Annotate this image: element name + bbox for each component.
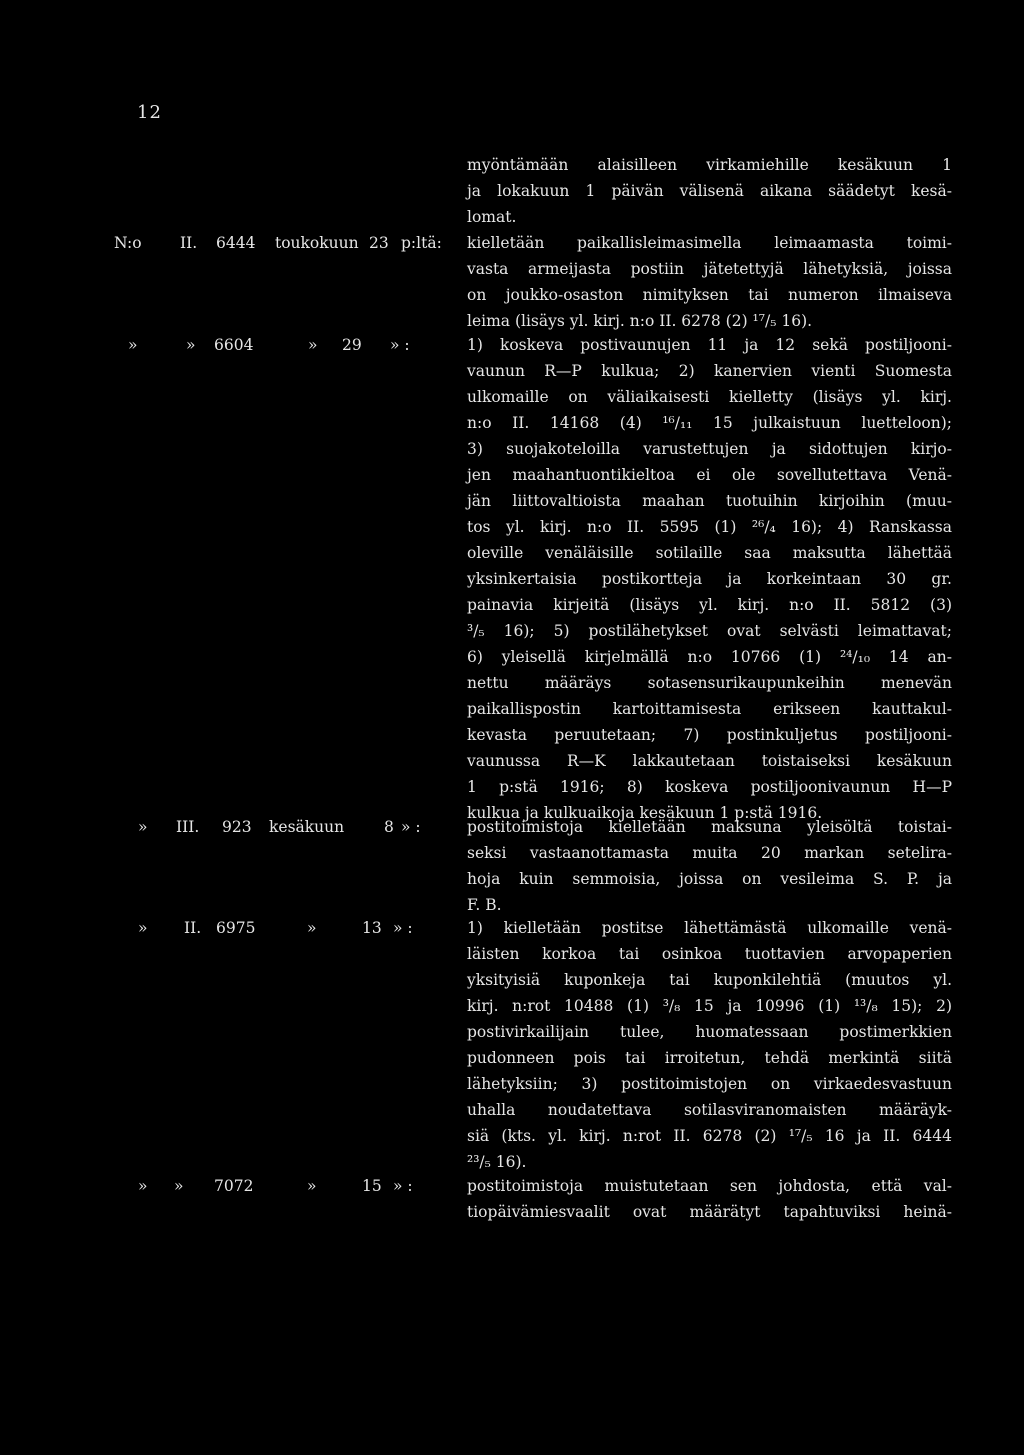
text-line: ³/₅ 16); 5) postilähetykset ovat selvästi leimattavat; [467, 622, 952, 640]
text-line: paikallispostin kartoittamisesta erikseen kauttakul- [467, 700, 952, 718]
text-line: lomat. [467, 208, 517, 226]
text-line: n:o II. 14168 (4) ¹⁶/₁₁ 15 julkaistuun luetteloon); [467, 414, 952, 432]
ref-suffix: » : [393, 919, 413, 937]
ref-mark: » [138, 919, 148, 937]
text-line: vasta armeijasta postiin jätetettyjä lähetyksiä, joissa [467, 260, 952, 278]
text-line: 1 p:stä 1916; 8) koskeva postiljoonivaunun H—P [467, 778, 952, 796]
text-line: tiopäivämiesvaalit ovat määrätyt tapahtuviksi heinä- [467, 1203, 952, 1221]
text-line: nettu määräys sotasensurikaupunkeihin menevän [467, 674, 952, 692]
ref-suffix: » : [393, 1177, 413, 1195]
text-line: painavia kirjeitä (lisäys yl. kirj. n:o II. 5812 (3) [467, 596, 952, 614]
text-line: kirj. n:rot 10488 (1) ³/₈ 15 ja 10996 (1) ¹³/₈ 15); 2) [467, 997, 952, 1015]
text-line: vaunun R—P kulkua; 2) kanervien vienti Suomesta [467, 362, 952, 380]
text-line: läisten korkoa tai osinkoa tuottavien arvopaperien [467, 945, 952, 963]
ref-suffix: p:ltä: [401, 234, 442, 252]
ref-number: 7072 [214, 1177, 254, 1195]
text-line: hoja kuin semmoisia, joissa on vesileima S. P. ja [467, 870, 952, 888]
ref-series: » [186, 336, 196, 354]
text-line: kielletään paikallisleimasimella leimaamasta toimi- [467, 234, 952, 252]
text-line: kulkua ja kulkuaikoja kesäkuun 1 p:stä 1916. [467, 804, 823, 822]
text-line: jän liittovaltioista maahan tuotuihin kirjoihin (muu- [467, 492, 952, 510]
ref-day: 8 [384, 818, 394, 836]
text-line: on joukko-osaston nimityksen tai numeron ilmaiseva [467, 286, 952, 304]
ref-number: 6444 [216, 234, 256, 252]
ref-month: » [308, 336, 318, 354]
ref-series: » [174, 1177, 184, 1195]
page-number: 12 [137, 102, 162, 123]
text-line: ²³/₅ 16). [467, 1153, 527, 1171]
ref-suffix: » : [401, 818, 421, 836]
ref-row [114, 230, 459, 256]
ref-number: 6975 [216, 919, 256, 937]
text-line: uhalla noudatettava sotilasviranomaisten määräyk- [467, 1101, 952, 1119]
ref-row [114, 1173, 459, 1199]
ref-series: II. [184, 919, 202, 937]
text-line: yksityisiä kuponkeja tai kuponkilehtiä (muutos yl. [467, 971, 952, 989]
text-line: lähetyksiin; 3) postitoimistojen on virkaedesvastuun [467, 1075, 952, 1093]
text-line: tos yl. kirj. n:o II. 5595 (1) ²⁶/₄ 16); 4) Ranskassa [467, 518, 952, 536]
text-line: siä (kts. yl. kirj. n:rot II. 6278 (2) ¹⁷/₅ 16 ja II. 6444 [467, 1127, 952, 1145]
ref-day: 29 [342, 336, 362, 354]
ref-day: 13 [362, 919, 382, 937]
ref-series: II. [180, 234, 198, 252]
ref-day: 15 [362, 1177, 382, 1195]
text-line: jen maahantuontikieltoa ei ole sovellutettava Venä- [467, 466, 952, 484]
ref-mark: » [128, 336, 138, 354]
text-line: F. B. [467, 896, 502, 914]
text-line: ulkomaille on väliaikaisesti kielletty (lisäys yl. kirj. [467, 388, 952, 406]
text-line: pudonneen pois tai irroitetun, tehdä merkintä siitä [467, 1049, 952, 1067]
text-line: yksinkertaisia postikortteja ja korkeintaan 30 gr. [467, 570, 952, 588]
ref-series: III. [176, 818, 200, 836]
ref-month: » [307, 919, 317, 937]
text-line: 3) suojakoteloilla varustettujen ja sidottujen kirjo- [467, 440, 952, 458]
text-line: 1) kielletään postitse lähettämästä ulkomaille venä- [467, 919, 952, 937]
ref-mark: » [138, 1177, 148, 1195]
text-line: postitoimistoja kielletään maksuna yleisöltä toistai- [467, 818, 952, 836]
ref-month: » [307, 1177, 317, 1195]
text-line: myöntämään alaisilleen virkamiehille kesäkuun 1 [467, 156, 952, 174]
text-line: oleville venäläisille sotilaille saa maksutta lähettää [467, 544, 952, 562]
text-line: 1) koskeva postivaunujen 11 ja 12 sekä postiljooni- [467, 336, 952, 354]
text-line: vaunussa R—K lakkautetaan toistaiseksi kesäkuun [467, 752, 952, 770]
ref-day: 23 [369, 234, 389, 252]
text-line: ja lokakuun 1 päivän välisenä aikana säädetyt kesä- [467, 182, 952, 200]
text-line: seksi vastaanottamasta muita 20 markan setelira- [467, 844, 952, 862]
ref-mark: » [138, 818, 148, 836]
ref-month: kesäkuun [269, 818, 345, 836]
ref-row [114, 814, 459, 840]
text-line: postitoimistoja muistutetaan sen johdosta, että val- [467, 1177, 952, 1195]
ref-row [114, 915, 459, 941]
ref-row [114, 332, 459, 358]
text-line: 6) yleisellä kirjelmällä n:o 10766 (1) ²⁴/₁₀ 14 an- [467, 648, 952, 666]
text-line: postivirkailijain tulee, huomatessaan postimerkkien [467, 1023, 952, 1041]
text-line: leima (lisäys yl. kirj. n:o II. 6278 (2) ¹⁷/₅ 16). [467, 312, 813, 330]
text-line: kevasta peruutetaan; 7) postinkuljetus postiljooni- [467, 726, 952, 744]
ref-mark: N:o [114, 234, 142, 252]
ref-month: toukokuun [275, 234, 359, 252]
ref-suffix: » : [390, 336, 410, 354]
ref-number: 923 [222, 818, 252, 836]
ref-number: 6604 [214, 336, 254, 354]
